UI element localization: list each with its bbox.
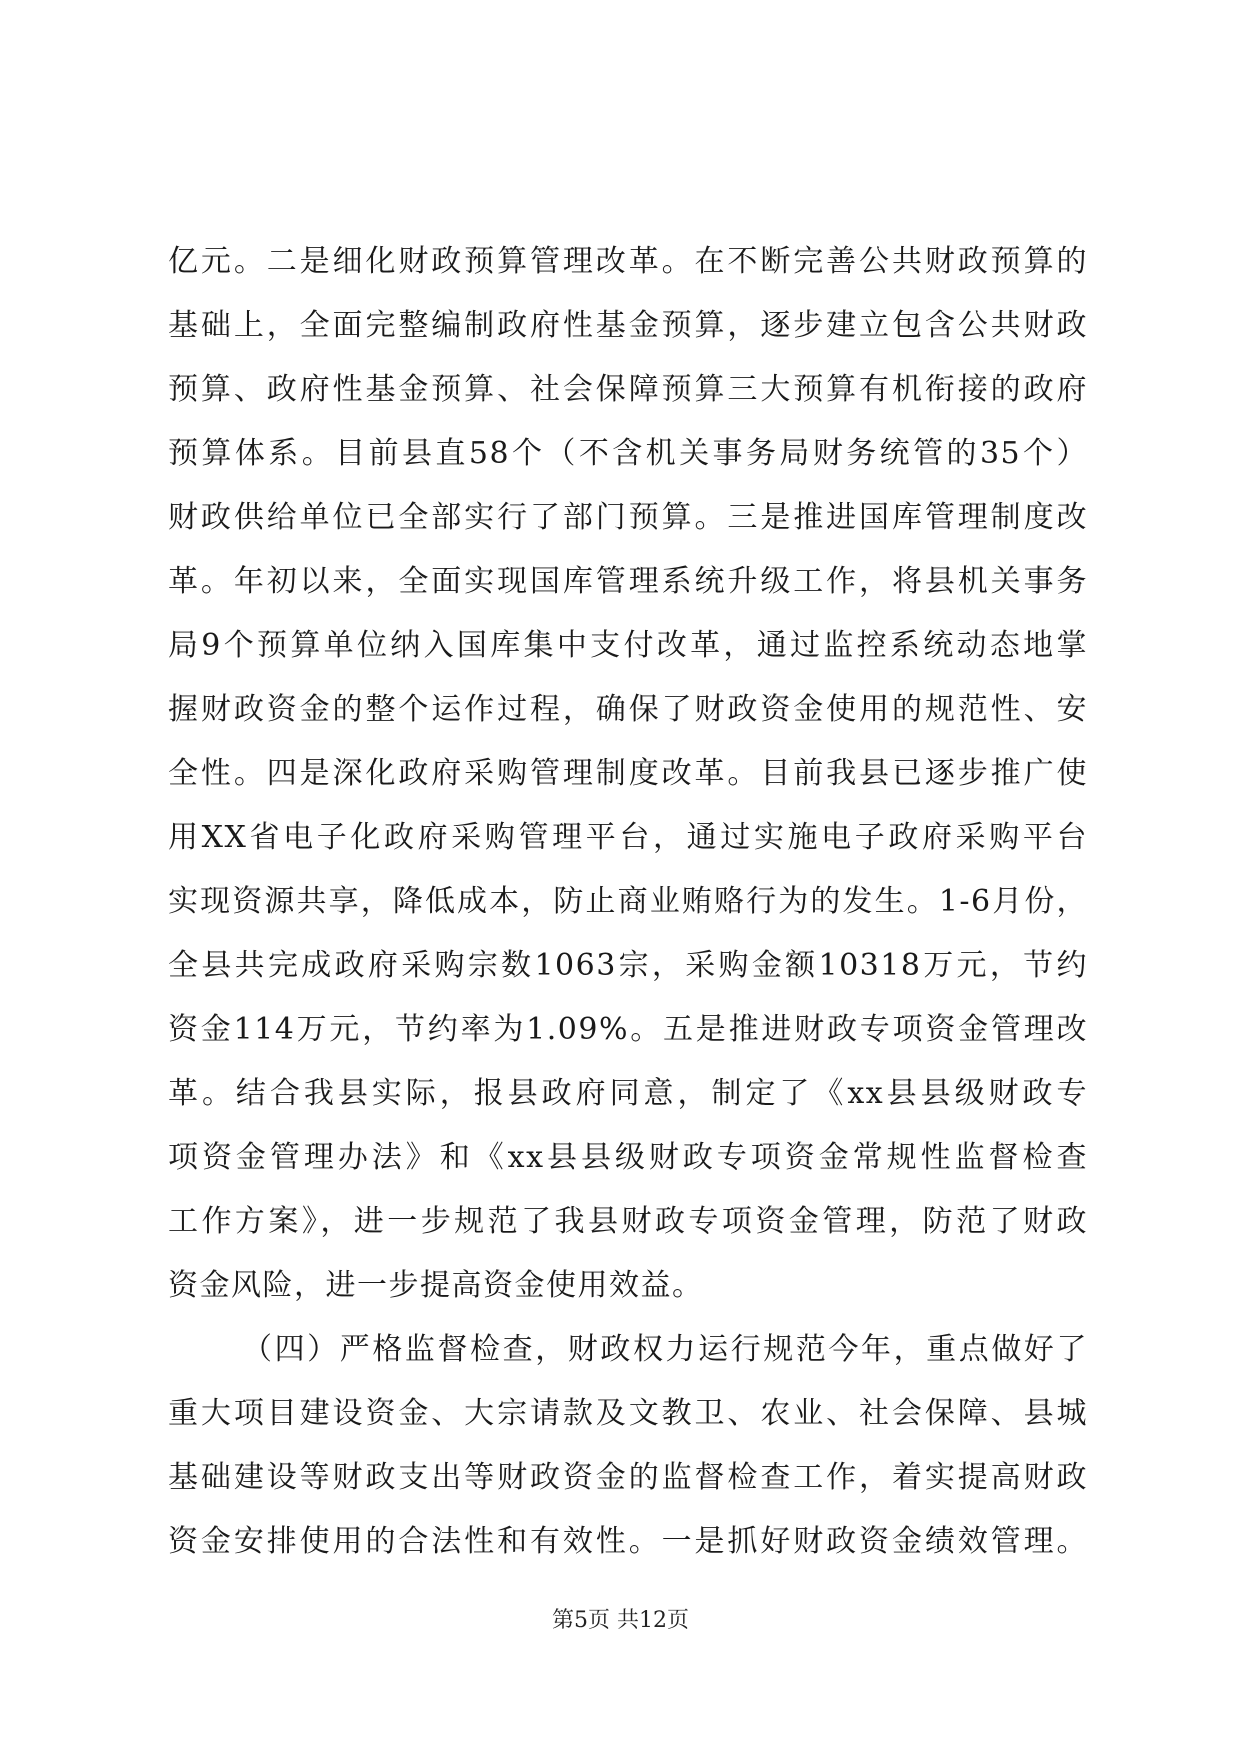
text-line: 资金风险，进一步提高资金使用效益。	[168, 1268, 704, 1303]
text-line: 项资金管理办法》和《xx县县级财政专项资金常规性监督检查	[168, 1140, 1088, 1175]
text-line: 全县共完成政府采购宗数1063宗，采购金额10318万元，节约	[168, 948, 1088, 983]
text-line: 全性。四是深化政府采购管理制度改革。目前我县已逐步推广使	[168, 756, 1088, 791]
text-line: 重大项目建设资金、大宗请款及文教卫、农业、社会保障、县城	[168, 1396, 1088, 1431]
text-line: 局9个预算单位纳入国库集中支付改革，通过监控系统动态地掌	[168, 628, 1088, 663]
text-line: 预算、政府性基金预算、社会保障预算三大预算有机衔接的政府	[168, 372, 1088, 407]
text-line: 财政供给单位已全部实行了部门预算。三是推进国库管理制度改	[168, 500, 1088, 535]
text-line: 工作方案》，进一步规范了我县财政专项资金管理，防范了财政	[168, 1204, 1088, 1239]
text-line: 实现资源共享，降低成本，防止商业贿赂行为的发生。1-6月份，	[168, 884, 1088, 919]
text-line: 亿元。二是细化财政预算管理改革。在不断完善公共财政预算的	[168, 244, 1088, 279]
paragraph-heading-line: （四）严格监督检查，财政权力运行规范今年，重点做好了	[242, 1332, 1088, 1367]
text-line: 握财政资金的整个运作过程，确保了财政资金使用的规范性、安	[168, 692, 1088, 727]
text-line: 革。年初以来，全面实现国库管理系统升级工作，将县机关事务	[168, 564, 1088, 599]
text-line: 预算体系。目前县直58个（不含机关事务局财务统管的35个）	[168, 436, 1088, 471]
text-line: 资金114万元，节约率为1.09%。五是推进财政专项资金管理改	[168, 1012, 1088, 1047]
text-line: 基础上，全面完整编制政府性基金预算，逐步建立包含公共财政	[168, 308, 1088, 343]
text-line: 革。结合我县实际，报县政府同意，制定了《xx县县级财政专	[168, 1076, 1088, 1111]
document-body	[168, 230, 1088, 1574]
text-line: 基础建设等财政支出等财政资金的监督检查工作，着实提高财政	[168, 1460, 1088, 1495]
page-number-footer: 第5页 共12页	[552, 1608, 689, 1633]
text-line: 资金安排使用的合法性和有效性。一是抓好财政资金绩效管理。	[168, 1524, 1088, 1559]
text-line: 用XX省电子化政府采购管理平台，通过实施电子政府采购平台	[168, 820, 1088, 855]
